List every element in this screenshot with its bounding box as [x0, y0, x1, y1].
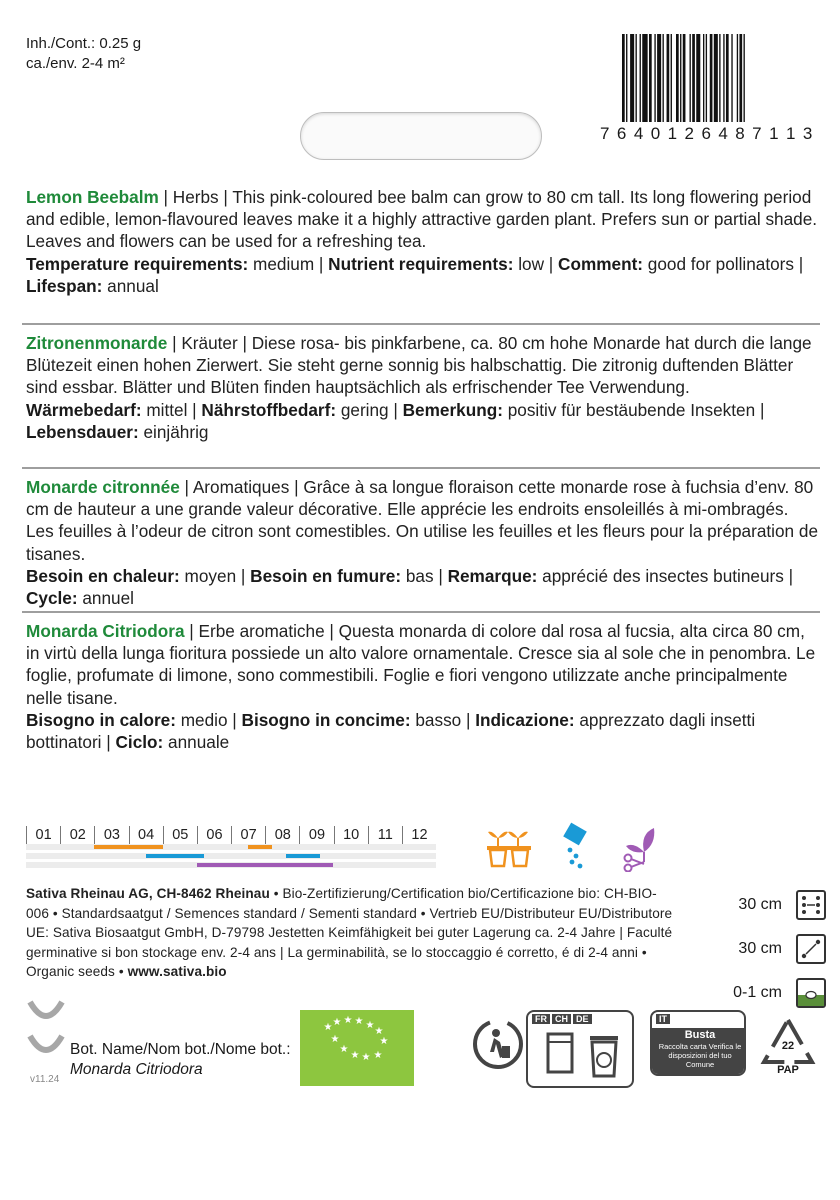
eu-star-icon: ★ [330, 1034, 340, 1045]
barcode-bar [723, 34, 724, 122]
sowing-calendar-months [26, 826, 436, 846]
barcode-bar [680, 34, 681, 122]
company-text: • Bio-Zertifizierung/Certification bio/Certificazione bio: CH-BIO-006 • Standardsaatgut / Semences standard / Sementi standard • Vertrieb EU/Distributeur EU/Distributore UE: Sativa Biosaatgut GmbH, D-79798 Jestetten Keimfähigkeit bei guter Lagerung ca. 2-4 Jahre | Faculté germinative si bon stockage env. 2-4 ans | La germinabilità, se lo stoccaggio é corretto, é di 2-4 anni • Organic seeds • [26, 886, 673, 979]
barcode-bar [622, 34, 625, 122]
row-spacing-icon [796, 890, 826, 920]
eu-star-icon: ★ [379, 1036, 389, 1047]
eu-star-icon: ★ [350, 1050, 360, 1061]
barcode-bar [630, 34, 634, 122]
barcode-bar [731, 34, 732, 122]
row-spacing [716, 888, 826, 922]
barcode-bar [737, 34, 738, 122]
barcode-bar [683, 34, 686, 122]
calendar-row-outdoor [26, 853, 436, 859]
lang-ch: CH [552, 1014, 571, 1024]
sowing-depth-icon [796, 978, 826, 1008]
barcode-bar [649, 34, 652, 122]
eu-star-icon: ★ [343, 1015, 353, 1026]
barcode-bar [706, 34, 707, 122]
barcode-bar [657, 34, 661, 122]
description-german: Zitronenmonarde | Kräuter | Diese rosa- bis pinkfarbene, ca. 80 cm hohe Monarde hat durch die lange Blütezeit einen hohen Zierwert. Sie steht gerne sonnig bis halbschattig. Die zitronig duftenden Blätter sind essbar. Blätter und Blüten finden hauptsächlich als erfrischender Tee Verwendung. Wärmebedarf: mittel | Nährstoffbedarf: gering | Bemerkung: positiv für bestäubende Insekten | Lebensdauer: einjährig [26, 333, 812, 442]
barcode-bar [719, 34, 720, 122]
description-french: Monarde citronnée | Aromatiques | Grâce à sa longue floraison cette monarde rose à fuchsia d’env. 80 cm de hauteur a une grande valeur décorative. Elle apprécie les endroits ensoleillés à mi-ombragés. Les feuilles à l’odeur de citron sont comestibles. On utilise les feuilles et les fleurs pour la préparation de tisanes. Besoin en chaleur: moyen | Besoin en fumure: bas | Remarque: apprécié des insectes butineurs | Cycle: annuel [26, 477, 819, 609]
month-label: 06 [197, 826, 231, 846]
barcode-bar [640, 34, 641, 122]
version-code: v11.24 [30, 1074, 60, 1085]
month-label: 02 [60, 826, 94, 846]
sowing-depth-value: 0-1 cm [733, 984, 782, 1001]
lang-de: DE [573, 1014, 592, 1024]
barcode-bar [696, 34, 700, 122]
barcode-bar [714, 34, 718, 122]
eu-star-icon: ★ [354, 1016, 364, 1027]
italian-desc: | Erbe aromatiche | Questa monarda di colore dal rosa al fucsia, alta circa 80 cm, in virtù della lunga fioritura possiede un alto valore ornamentale. Cresce sia al sole che in penombra. Le foglie, profumate di limone, sono commestibili. Foglie e fiori vengono utilizzate anche principalmente nelle tisane. [26, 621, 816, 708]
barcode-bar [710, 34, 713, 122]
barcode-bar [739, 34, 742, 122]
english-desc: | Herbs | This pink-coloured bee balm can grow to 80 cm tall. Its long flowering period and edible, lemon-flavoured leaves make it a highly attractive garden plant. Prefers sun or partial shade. Leaves and flowers can be used for a refreshing tea. [26, 187, 818, 252]
lang-fr: FR [532, 1014, 550, 1024]
german-desc: | Kräuter | Diese rosa- bis pinkfarbene, ca. 80 cm hohe Monarde hat durch die lange Blütezeit einen hohen Zierwert. Sie steht gerne sonnig bis halbschattig. Die zitronig duftenden Blätter sind essbar. Blätter und Blüten finden hauptsächlich als erfrischender Tee Verwendung. [26, 333, 812, 398]
pap-number: 22 [781, 1040, 795, 1052]
barcode-bar [663, 34, 664, 122]
month-label: 08 [265, 826, 299, 846]
harvest-scissors-icon [620, 822, 666, 872]
barcode-bars [600, 34, 814, 126]
eu-star-icon: ★ [374, 1026, 384, 1037]
pap-22-recycle-icon [758, 1014, 818, 1086]
barcode-bar [676, 34, 679, 122]
it-code: IT [656, 1014, 670, 1024]
sowing-depth [716, 976, 826, 1010]
hang-slot [300, 112, 542, 160]
barcode [600, 34, 814, 146]
busta-title: Busta [684, 1029, 716, 1041]
company-website: www.sativa.bio [127, 964, 227, 979]
month-label: 04 [129, 826, 163, 846]
divider [22, 467, 820, 469]
eu-star-icon: ★ [365, 1020, 375, 1031]
english-name: Lemon Beebalm [26, 187, 159, 207]
eu-star-icon: ★ [339, 1044, 349, 1055]
italy-disposal-label [650, 1010, 746, 1076]
barcode-bar [636, 34, 637, 122]
italian-name: Monarda Citriodora [26, 621, 185, 641]
barcode-bar [744, 34, 745, 122]
barcode-digits: 7 6 4 0 1 2 6 4 8 7 1 1 3 [600, 124, 814, 143]
eu-star-icon: ★ [361, 1052, 371, 1063]
divider [22, 323, 820, 325]
calendar-mark-sowing-outdoor [146, 854, 204, 858]
company-info [26, 884, 676, 982]
hanger-mark-icon [26, 996, 66, 1068]
botanical-label: Bot. Name/Nom bot./Nome bot.: [70, 1041, 291, 1058]
barcode-bar [654, 34, 655, 122]
paper-bag-icon [548, 1034, 572, 1072]
month-label: 03 [94, 826, 128, 846]
eu-star-icon: ★ [323, 1022, 333, 1033]
divider [22, 611, 820, 613]
sorting-instructions-box [526, 1010, 634, 1088]
calendar-row-indoor [26, 844, 436, 850]
month-label: 12 [402, 826, 436, 846]
month-label: 07 [231, 826, 265, 846]
month-label: 01 [26, 826, 60, 846]
pap-label: PAP [777, 1064, 799, 1076]
barcode-bar [726, 34, 729, 122]
calendar-mark-sowing-outdoor [286, 854, 320, 858]
french-desc: | Aromatiques | Grâce à sa longue floraison cette monarde rose à fuchsia d’env. 80 cm de hauteur a une grande valeur décorative. Elle apprécie les endroits ensoleillés à mi-ombragés. Les feuilles à l’odeur de citron sont comestibles. On utilise les feuilles et les fleurs pour la préparation de tisanes. [26, 477, 819, 564]
plant-spacing [716, 932, 826, 966]
eu-organic-leaf-logo [300, 1010, 414, 1086]
direct-sowing-icon [556, 822, 596, 872]
tidyman-recycle-icon [470, 1016, 526, 1072]
calendar-mark-sowing-indoor [94, 845, 162, 849]
french-name: Monarde citronnée [26, 477, 180, 497]
barcode-bar [642, 34, 647, 122]
botanical-name [70, 1040, 291, 1080]
contents-area: ca./env. 2-4 m² [26, 55, 125, 72]
recycle-bin-icon [590, 1036, 618, 1076]
package-contents [26, 34, 141, 74]
month-label: 05 [163, 826, 197, 846]
company-name: Sativa Rheinau AG, CH-8462 Rheinau [26, 886, 270, 901]
barcode-bar [671, 34, 672, 122]
barcode-bar [626, 34, 627, 122]
barcode-bar [667, 34, 670, 122]
month-label: 10 [334, 826, 368, 846]
description-english: Lemon Beebalm | Herbs | This pink-coloured bee balm can grow to 80 cm tall. Its long flowering period and edible, lemon-flavoured leaves make it a highly attractive garden plant. Prefers sun or partial shade. Leaves and flowers can be used for a refreshing tea. Temperature requirements: medium | Nutrient requirements: low | Comment: good for pollinators | Lifespan: annual [26, 187, 818, 296]
sowing-tray-icon [484, 822, 534, 872]
contents-weight: Inh./Cont.: 0.25 g [26, 35, 142, 52]
month-label: 11 [368, 826, 402, 846]
month-label: 09 [299, 826, 333, 846]
barcode-bar [703, 34, 704, 122]
sowing-calendar-bars [26, 844, 436, 870]
row-spacing-value: 30 cm [738, 896, 782, 913]
description-italian: Monarda Citriodora | Erbe aromatiche | Questa monarda di colore dal rosa al fucsia, alta circa 80 cm, in virtù della lunga fioritura possiede un alto valore ornamentale. Cresce sia al sole che in penombra. Le foglie, profumate di limone, sono commestibili. Foglie e fiori vengono utilizzate anche principalmente nelle tisane. Bisogno in calore: medio | Bisogno in concime: basso | Indicazione: apprezzato dagli insetti bottinatori | Ciclo: annuale [26, 621, 816, 753]
calendar-mark-sowing-indoor [248, 845, 272, 849]
eu-star-icon: ★ [373, 1050, 383, 1061]
eu-star-icon: ★ [332, 1017, 342, 1028]
plant-spacing-icon [796, 934, 826, 964]
plant-spacing-value: 30 cm [738, 940, 782, 957]
botanical-latin: Monarda Citriodora [70, 1061, 203, 1078]
busta-text: Raccolta carta Verifica le disposizioni del tuo Comune [658, 1042, 742, 1069]
barcode-bar [690, 34, 691, 122]
german-name: Zitronenmonarde [26, 333, 168, 353]
calendar-mark-harvest [197, 863, 334, 867]
barcode-bar [692, 34, 695, 122]
